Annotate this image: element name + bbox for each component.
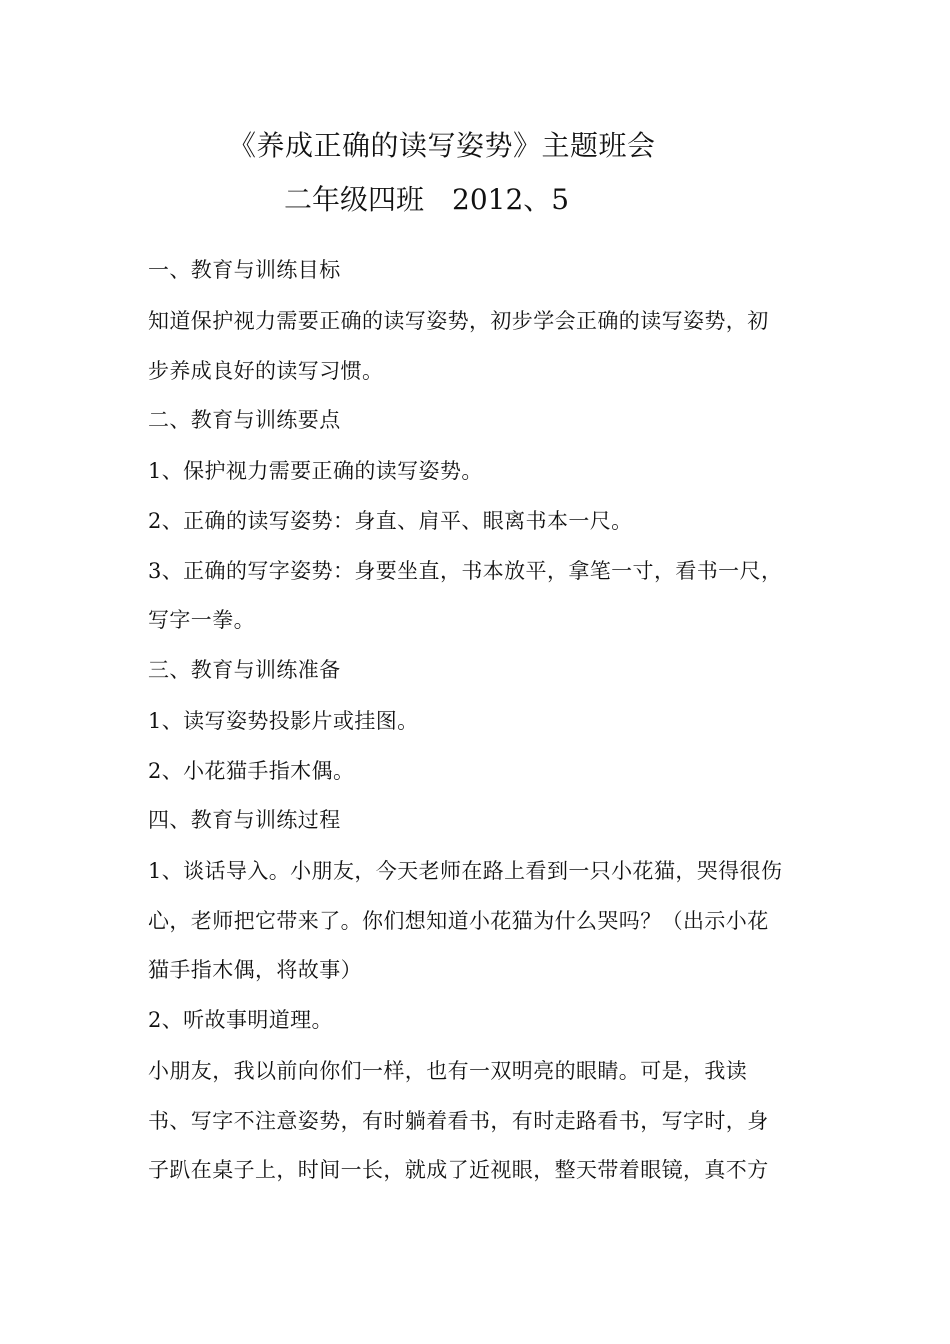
- paragraph-line: 小朋友，我以前向你们一样，也有一双明亮的眼睛。可是，我读: [148, 1059, 748, 1083]
- document-date: 2012、5: [452, 183, 570, 216]
- list-item: 1、读写姿势投影片或挂图。: [148, 709, 419, 733]
- class-name: 二年级四班: [284, 183, 425, 216]
- section-heading-process: 四、教育与训练过程: [148, 808, 341, 832]
- paragraph-line: 心，老师把它带来了。你们想知道小花猫为什么哭吗？（出示小花: [148, 909, 769, 933]
- section-heading-key-points: 二、教育与训练要点: [148, 408, 341, 432]
- list-item: 1、谈话导入。小朋友，今天老师在路上看到一只小花猫，哭得很伤: [148, 859, 783, 883]
- list-item: 3、正确的写字姿势：身要坐直，书本放平，拿笔一寸，看书一尺，: [148, 559, 783, 583]
- paragraph-line: 猫手指木偶，将故事）: [148, 958, 362, 982]
- paragraph-line: 写字一拳。: [148, 608, 255, 632]
- paragraph-line: 子趴在桌子上，时间一长，就成了近视眼，整天带着眼镜，真不方: [148, 1158, 769, 1182]
- list-item: 2、听故事明道理。: [148, 1008, 333, 1032]
- section-heading-preparation: 三、教育与训练准备: [148, 658, 341, 682]
- paragraph-line: 书、写字不注意姿势，有时躺着看书，有时走路看书，写字时，身: [148, 1109, 769, 1133]
- list-item: 1、保护视力需要正确的读写姿势。: [148, 459, 483, 483]
- paragraph-line: 步养成良好的读写习惯。: [148, 359, 384, 383]
- document-subtitle: [284, 180, 569, 220]
- list-item: 2、正确的读写姿势：身直、肩平、眼离书本一尺。: [148, 509, 633, 533]
- paragraph-line: 知道保护视力需要正确的读写姿势，初步学会正确的读写姿势，初: [148, 309, 769, 333]
- list-item: 2、小花猫手指木偶。: [148, 759, 355, 783]
- document-title: 《养成正确的读写姿势》主题班会: [228, 129, 656, 162]
- section-heading-goals: 一、教育与训练目标: [148, 258, 341, 282]
